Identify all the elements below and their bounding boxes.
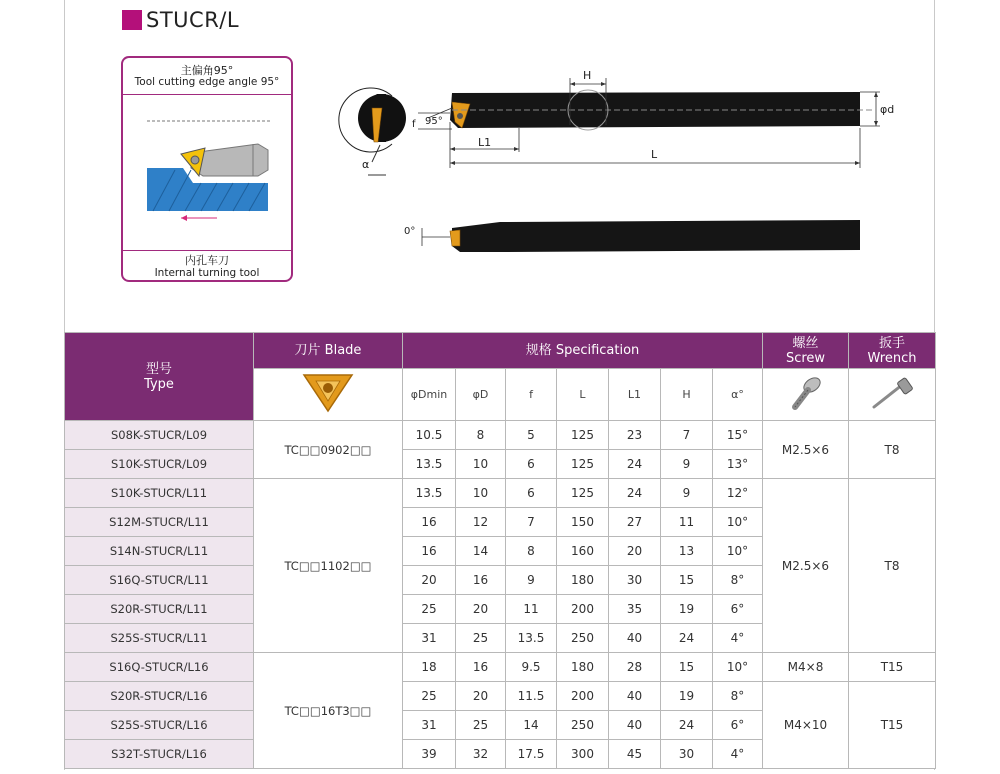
blade-code-cell: TC□□1102□□: [254, 479, 403, 653]
value-cell: 250: [557, 711, 609, 740]
value-cell: 31: [403, 711, 456, 740]
phi-d-label: φd: [880, 103, 895, 116]
header-type-en: Type: [144, 376, 174, 392]
value-cell: 13: [661, 537, 713, 566]
value-cell: 11.5: [506, 682, 557, 711]
value-cell: 24: [609, 450, 661, 479]
value-cell: 31: [403, 624, 456, 653]
diagram-top-cn: 主偏角95°: [180, 64, 234, 77]
value-cell: 10: [456, 450, 506, 479]
type-cell: S16Q-STUCR/L11: [65, 566, 254, 595]
col-f: f: [506, 369, 557, 421]
value-cell: 8°: [713, 682, 763, 711]
value-cell: 160: [557, 537, 609, 566]
type-cell: S12M-STUCR/L11: [65, 508, 254, 537]
value-cell: 13.5: [403, 450, 456, 479]
value-cell: 4°: [713, 624, 763, 653]
value-cell: 27: [609, 508, 661, 537]
alpha-label: α: [362, 158, 370, 171]
value-cell: 7: [506, 508, 557, 537]
header-type: [65, 333, 254, 421]
value-cell: 200: [557, 595, 609, 624]
title-text: STUCR/L: [146, 8, 240, 32]
value-cell: 11: [661, 508, 713, 537]
col-l1: L1: [609, 369, 661, 421]
angle-95-label: 95°: [425, 116, 443, 127]
blade-code-cell: TC□□16T3□□: [254, 653, 403, 769]
value-cell: 6: [506, 450, 557, 479]
value-cell: 16: [456, 653, 506, 682]
value-cell: 25: [456, 624, 506, 653]
value-cell: 125: [557, 421, 609, 450]
screw-cell: M4×8: [763, 653, 849, 682]
header-screw: [763, 333, 849, 369]
zero-angle-label: 0°: [404, 226, 416, 237]
value-cell: 10.5: [403, 421, 456, 450]
value-cell: 8°: [713, 566, 763, 595]
wrench-cell: T8: [849, 479, 936, 653]
screw-icon: [786, 373, 826, 413]
diagram-top-en: Tool cutting edge angle 95°: [134, 76, 280, 88]
value-cell: 10: [456, 479, 506, 508]
value-cell: 14: [456, 537, 506, 566]
header-spec: 规格 Specification: [403, 333, 763, 369]
header-screw-cn: 螺丝: [792, 335, 819, 351]
wrench-cell: T8: [849, 421, 936, 479]
f-label: f: [412, 119, 416, 130]
diagram-bottom-cn: 内孔车刀: [185, 254, 229, 267]
value-cell: 16: [403, 537, 456, 566]
value-cell: 11: [506, 595, 557, 624]
value-cell: 40: [609, 624, 661, 653]
tool-technical-drawing: [0, 0, 1000, 330]
value-cell: 125: [557, 479, 609, 508]
l-label: L: [651, 148, 658, 161]
type-cell: S25S-STUCR/L16: [65, 711, 254, 740]
value-cell: 250: [557, 624, 609, 653]
value-cell: 6°: [713, 711, 763, 740]
value-cell: 4°: [713, 740, 763, 769]
value-cell: 16: [403, 508, 456, 537]
value-cell: 180: [557, 653, 609, 682]
value-cell: 7: [661, 421, 713, 450]
value-cell: 9: [506, 566, 557, 595]
value-cell: 25: [403, 595, 456, 624]
value-cell: 16: [456, 566, 506, 595]
value-cell: 200: [557, 682, 609, 711]
value-cell: 15: [661, 653, 713, 682]
value-cell: 35: [609, 595, 661, 624]
header-wrench-en: Wrench: [867, 350, 917, 366]
type-cell: S20R-STUCR/L16: [65, 682, 254, 711]
value-cell: 23: [609, 421, 661, 450]
value-cell: 18: [403, 653, 456, 682]
value-cell: 24: [661, 624, 713, 653]
header-blade: 刀片 Blade: [254, 333, 403, 369]
h-label: H: [583, 69, 592, 82]
value-cell: 20: [456, 682, 506, 711]
value-cell: 6°: [713, 595, 763, 624]
value-cell: 20: [456, 595, 506, 624]
value-cell: 30: [609, 566, 661, 595]
value-cell: 6: [506, 479, 557, 508]
wrench-cell: T15: [849, 653, 936, 682]
col-alpha: α°: [713, 369, 763, 421]
value-cell: 9: [661, 479, 713, 508]
type-cell: S16Q-STUCR/L16: [65, 653, 254, 682]
value-cell: 12: [456, 508, 506, 537]
wrench-image-cell: [849, 369, 936, 421]
side-view-bottom: [404, 220, 860, 252]
triangle-insert-icon: [300, 371, 356, 415]
value-cell: 150: [557, 508, 609, 537]
wrench-cell: T15: [849, 682, 936, 769]
value-cell: 28: [609, 653, 661, 682]
header-wrench: [849, 333, 936, 369]
value-cell: 30: [661, 740, 713, 769]
value-cell: 40: [609, 711, 661, 740]
value-cell: 13.5: [506, 624, 557, 653]
value-cell: 32: [456, 740, 506, 769]
value-cell: 5: [506, 421, 557, 450]
value-cell: 9: [661, 450, 713, 479]
value-cell: 24: [609, 479, 661, 508]
value-cell: 19: [661, 682, 713, 711]
value-cell: 40: [609, 682, 661, 711]
value-cell: 17.5: [506, 740, 557, 769]
value-cell: 20: [403, 566, 456, 595]
header-type-cn: 型号: [145, 361, 172, 377]
value-cell: 13.5: [403, 479, 456, 508]
specification-table: [64, 332, 936, 769]
screw-cell: M4×10: [763, 682, 849, 769]
screw-cell: M2.5×6: [763, 479, 849, 653]
value-cell: 8: [506, 537, 557, 566]
value-cell: 10°: [713, 508, 763, 537]
wrench-icon: [868, 373, 916, 413]
value-cell: 180: [557, 566, 609, 595]
value-cell: 13°: [713, 450, 763, 479]
value-cell: 300: [557, 740, 609, 769]
l1-label: L1: [478, 136, 492, 149]
value-cell: 125: [557, 450, 609, 479]
value-cell: 39: [403, 740, 456, 769]
col-d: φD: [456, 369, 506, 421]
diagram-bottom-en: Internal turning tool: [154, 267, 260, 279]
value-cell: 9.5: [506, 653, 557, 682]
type-cell: S08K-STUCR/L09: [65, 421, 254, 450]
type-cell: S32T-STUCR/L16: [65, 740, 254, 769]
value-cell: 10°: [713, 653, 763, 682]
value-cell: 25: [403, 682, 456, 711]
screw-image-cell: [763, 369, 849, 421]
col-dmin: φDmin: [403, 369, 456, 421]
header-wrench-cn: 扳手: [878, 335, 905, 351]
value-cell: 12°: [713, 479, 763, 508]
end-view: [339, 88, 406, 175]
side-view-top: [412, 69, 894, 168]
value-cell: 14: [506, 711, 557, 740]
col-h: H: [661, 369, 713, 421]
value-cell: 20: [609, 537, 661, 566]
col-l: L: [557, 369, 609, 421]
header-screw-en: Screw: [785, 350, 826, 366]
value-cell: 19: [661, 595, 713, 624]
blade-code-cell: TC□□0902□□: [254, 421, 403, 479]
value-cell: 10°: [713, 537, 763, 566]
type-cell: S10K-STUCR/L09: [65, 450, 254, 479]
type-cell: S25S-STUCR/L11: [65, 624, 254, 653]
value-cell: 25: [456, 711, 506, 740]
value-cell: 8: [456, 421, 506, 450]
type-cell: S14N-STUCR/L11: [65, 537, 254, 566]
value-cell: 45: [609, 740, 661, 769]
value-cell: 24: [661, 711, 713, 740]
value-cell: 15: [661, 566, 713, 595]
screw-cell: M2.5×6: [763, 421, 849, 479]
blade-image-cell: [254, 369, 403, 421]
type-cell: S20R-STUCR/L11: [65, 595, 254, 624]
value-cell: 15°: [713, 421, 763, 450]
type-cell: S10K-STUCR/L11: [65, 479, 254, 508]
